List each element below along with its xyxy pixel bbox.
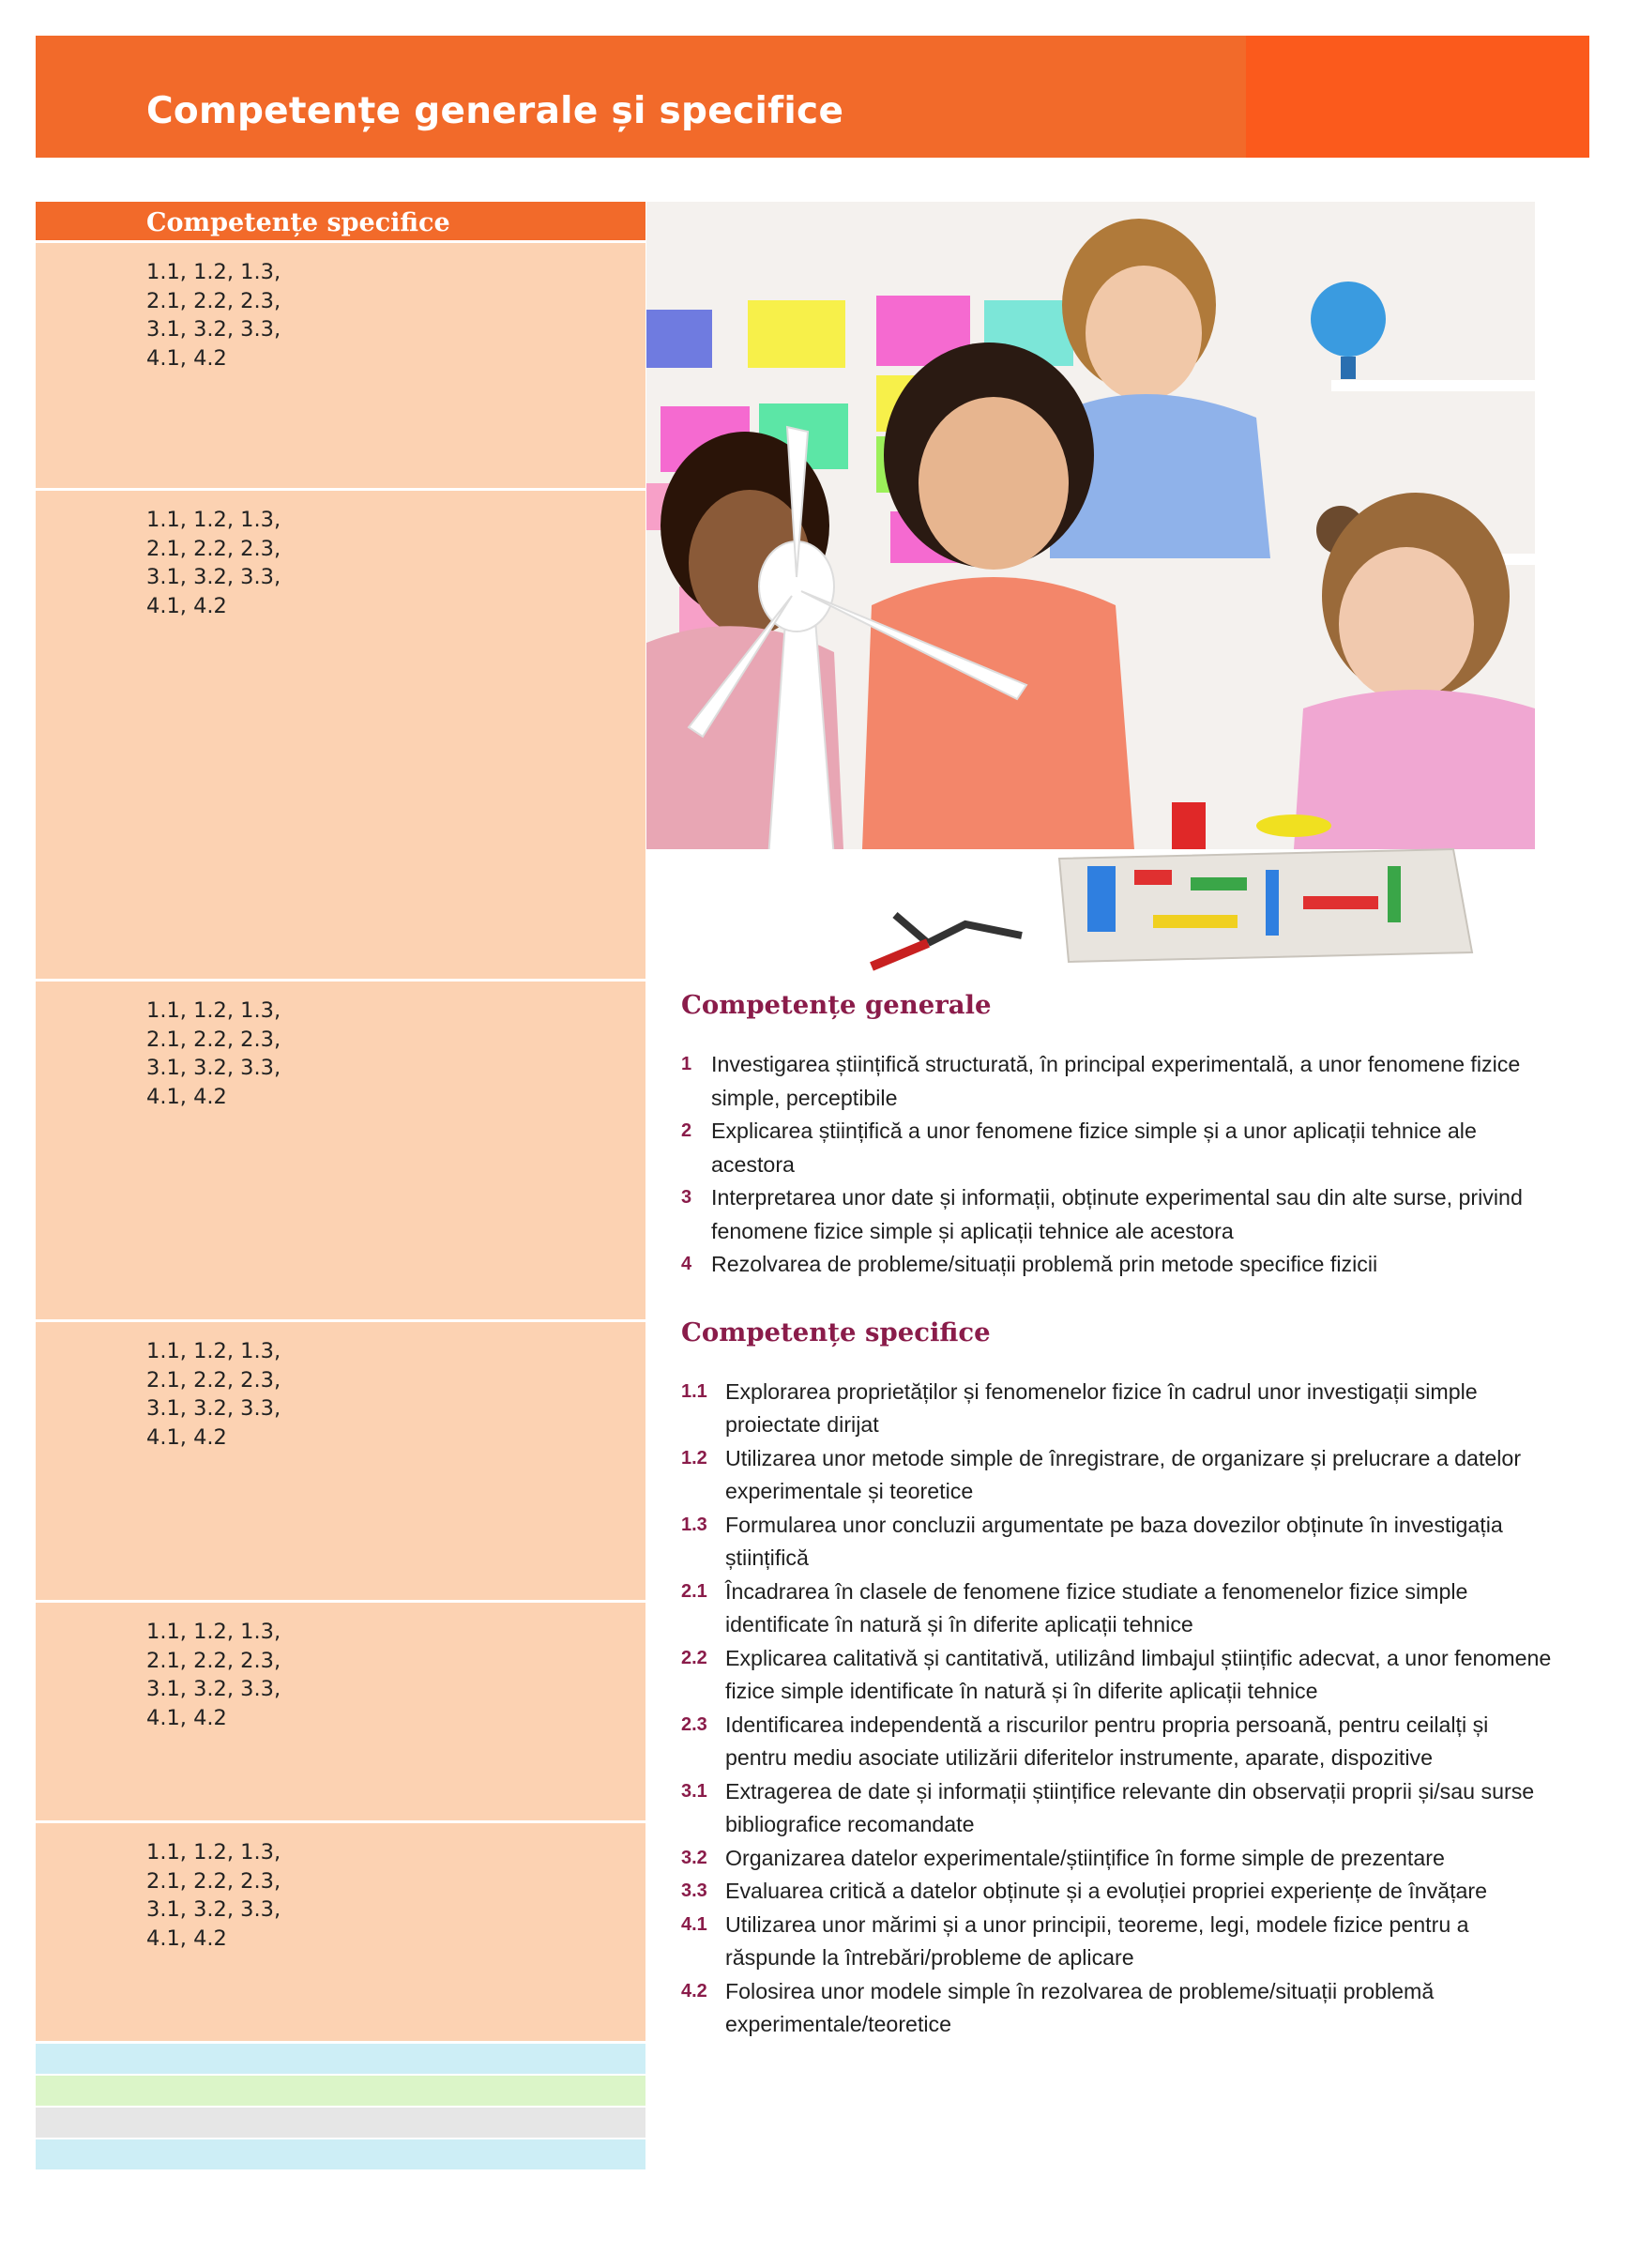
row-competences: 1.1, 1.2, 1.3, 2.1, 2.2, 2.3, 3.1, 3.2, 3.3, 4.1, 4.2 <box>146 1620 281 1730</box>
item-number: 1.3 <box>681 1514 707 1535</box>
row-competences: 1.1, 1.2, 1.3, 2.1, 2.2, 2.3, 3.1, 3.2, 3.3, 4.1, 4.2 <box>146 508 281 618</box>
list-item <box>681 1875 1554 1909</box>
competences-content <box>681 990 1554 2042</box>
table-row <box>36 1603 645 1823</box>
item-text: Utilizarea unor metode simple de înregistrare, de organizare și prelucrare a datelor experimentale și teoretice <box>725 1445 1522 1503</box>
item-number: 1.2 <box>681 1447 707 1469</box>
item-text: Explorarea proprietăților și fenomenelor fizice în cadrul unor investigații simple proiectate dirijat <box>725 1378 1478 1437</box>
item-number: 2.1 <box>681 1580 707 1602</box>
list-item <box>681 1575 1554 1642</box>
item-text: Explicarea științifică a unor fenomene fizice simple și a unor aplicații tehnice ale acestora <box>711 1119 1477 1177</box>
color-strip <box>36 2108 645 2139</box>
header-accent <box>1246 36 1589 158</box>
row-competences: 1.1, 1.2, 1.3, 2.1, 2.2, 2.3, 3.1, 3.2, 3.3, 4.1, 4.2 <box>146 260 281 371</box>
list-item <box>681 1909 1554 1975</box>
item-number: 4 <box>681 1254 692 1274</box>
item-number: 4.1 <box>681 1913 707 1935</box>
table-row <box>36 1823 645 2044</box>
list-item <box>681 1376 1554 1442</box>
specific-competences-list <box>681 1376 1554 2042</box>
row-competences: 1.1, 1.2, 1.3, 2.1, 2.2, 2.3, 3.1, 3.2, 3.3, 4.1, 4.2 <box>146 998 281 1109</box>
general-competences-title: Competențe generale <box>681 990 992 1020</box>
color-strip <box>36 2139 645 2171</box>
table-row <box>36 243 645 491</box>
item-text: Explicarea calitativă și cantitativă, utilizând limbajul științific adecvat, a unor fenomene fizice simple identificate în natură și în diferite aplicații tehnice <box>725 1645 1552 1703</box>
item-number: 3.3 <box>681 1880 707 1901</box>
page-title: Competențe generale și specifice <box>146 90 844 132</box>
list-item <box>681 1048 1554 1115</box>
specific-competences-title: Competențe specifice <box>681 1317 991 1347</box>
item-number: 4.2 <box>681 1980 707 2002</box>
item-number: 2.2 <box>681 1647 707 1668</box>
color-strip <box>36 2044 645 2076</box>
classroom-photo <box>646 202 1535 988</box>
item-text: Folosirea unor modele simple în rezolvarea de probleme/situații problemă experimentale/teoretice <box>725 1978 1435 2036</box>
item-number: 3.1 <box>681 1780 707 1802</box>
item-text: Identificarea independentă a riscurilor pentru propria persoană, pentru ceilalți și pentru mediu asociate utilizării diferitelor instrumente, aparate, dispozitive <box>725 1712 1489 1770</box>
item-text: Interpretarea unor date și informații, obținute experimental sau din alte surse, privind fenomene fizice simple și aplicații tehnice ale acestora <box>711 1185 1523 1243</box>
table-row <box>36 491 645 982</box>
item-number: 1 <box>681 1054 692 1074</box>
list-item <box>681 1181 1554 1248</box>
list-item <box>681 1842 1554 1876</box>
list-item <box>681 1975 1554 2042</box>
item-text: Investigarea științifică structurată, în principal experimentală, a unor fenomene fizice simple, perceptibile <box>711 1052 1521 1110</box>
list-item <box>681 1248 1554 1282</box>
item-text: Organizarea datelor experimentale/științifice în forme simple de prezentare <box>725 1845 1445 1870</box>
item-number: 1.1 <box>681 1380 707 1402</box>
item-text: Evaluarea critică a datelor obținute și a evoluției propriei experiențe de învățare <box>725 1879 1488 1903</box>
table-row <box>36 1322 645 1603</box>
item-text: Încadrarea în clasele de fenomene fizice studiate a fenomenelor fizice simple identificate în natură și în diferite aplicații tehnice <box>725 1578 1468 1636</box>
item-text: Utilizarea unor mărimi și a unor principii, teoreme, legi, modele fizice pentru a răspunde la întrebări/probleme de aplicare <box>725 1911 1469 1970</box>
students-experiment-illustration <box>646 202 1535 988</box>
item-number: 2 <box>681 1120 692 1141</box>
list-item <box>681 1642 1554 1709</box>
list-item <box>681 1442 1554 1509</box>
row-competences: 1.1, 1.2, 1.3, 2.1, 2.2, 2.3, 3.1, 3.2, 3.3, 4.1, 4.2 <box>146 1840 281 1951</box>
item-number: 3 <box>681 1187 692 1208</box>
list-item <box>681 1115 1554 1181</box>
list-item <box>681 1509 1554 1575</box>
list-item <box>681 1709 1554 1775</box>
list-item <box>681 1775 1554 1842</box>
general-competences-list <box>681 1048 1554 1282</box>
table-column-header: Competențe specifice <box>36 202 645 243</box>
item-number: 2.3 <box>681 1713 707 1735</box>
item-text: Extragerea de date și informații științifice relevante din observații proprii și/sau surse bibliografice recomandate <box>725 1778 1535 1836</box>
row-competences: 1.1, 1.2, 1.3, 2.1, 2.2, 2.3, 3.1, 3.2, 3.3, 4.1, 4.2 <box>146 1339 281 1450</box>
header-band <box>36 36 1589 158</box>
item-number: 3.2 <box>681 1847 707 1868</box>
item-text: Rezolvarea de probleme/situații problemă prin metode specifice fizicii <box>711 1252 1378 1276</box>
item-text: Formularea unor concluzii argumentate pe baza dovezilor obținute în investigația științifică <box>725 1512 1503 1570</box>
color-strip <box>36 2076 645 2108</box>
competences-table <box>36 202 645 2171</box>
table-row <box>36 982 645 1322</box>
